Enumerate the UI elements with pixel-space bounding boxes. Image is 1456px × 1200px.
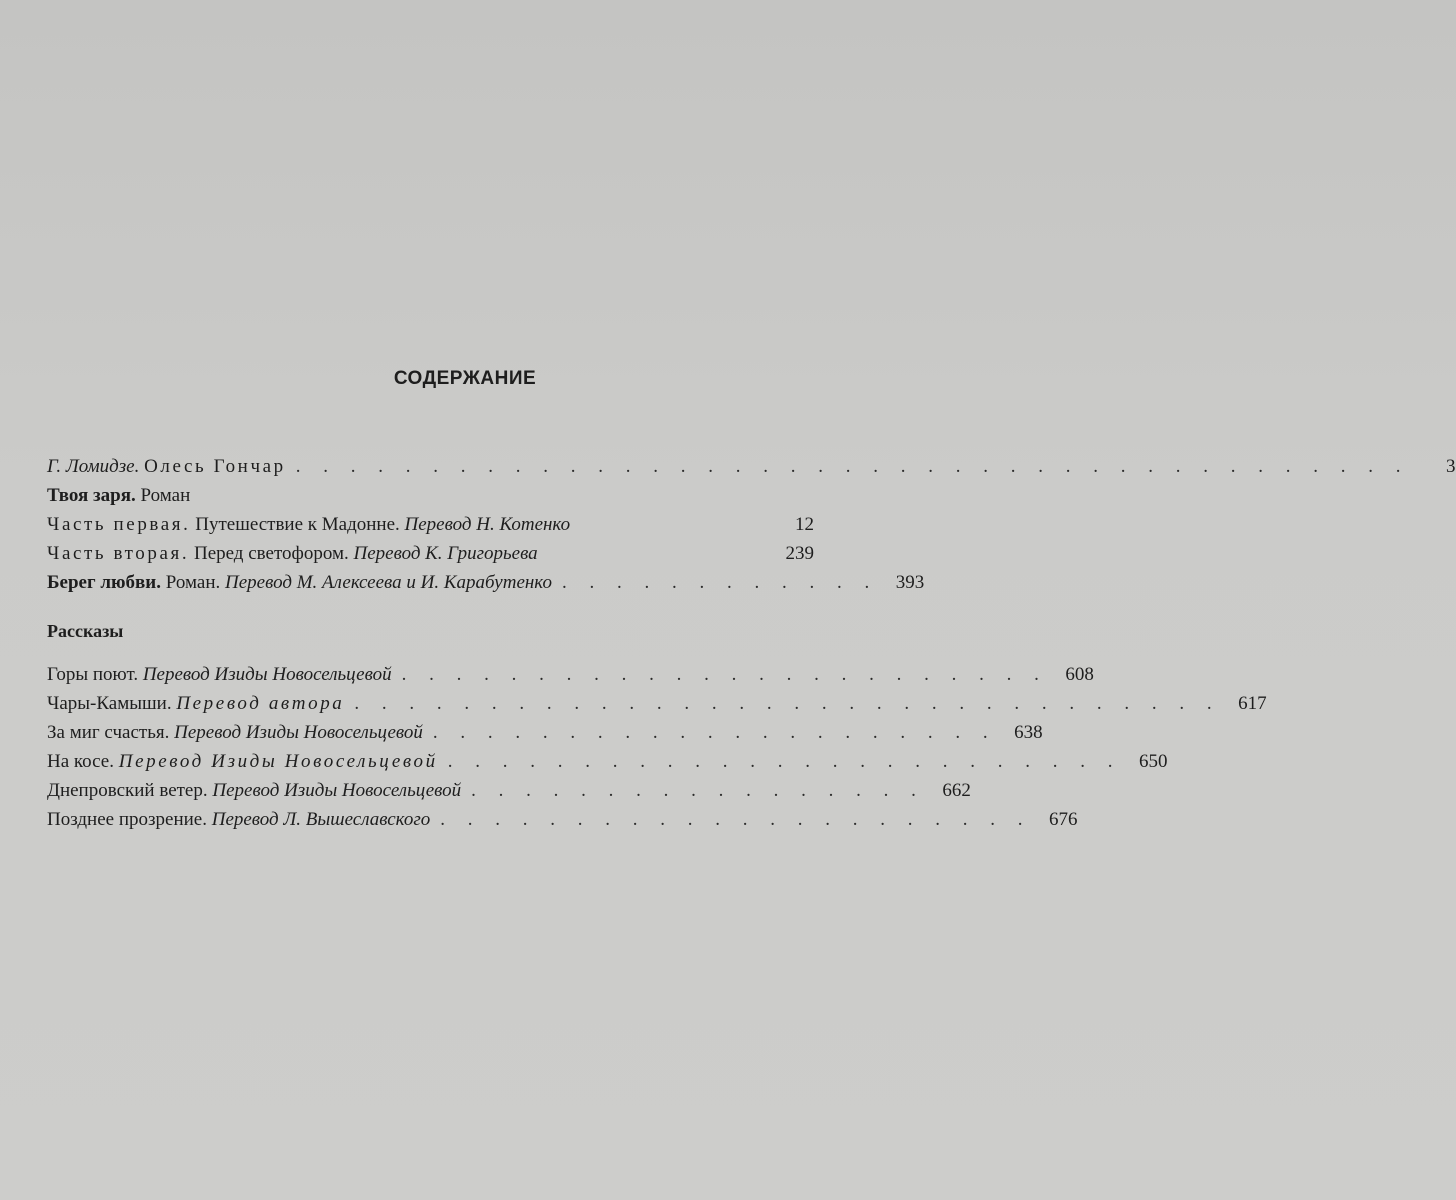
table-of-contents (47, 456, 1456, 838)
entry-genre: Роман. (165, 572, 221, 593)
entry-title: Твоя заря. (47, 485, 136, 506)
entry-genre: Роман (140, 485, 191, 506)
story-title: Позднее прозрение. (47, 809, 207, 830)
story-translation: Перевод Изиды Новосельцевой (174, 722, 423, 743)
story-title: Чары-Камыши. (47, 693, 172, 714)
leader-dots: . . . . . . . . . . . . . . . . . (471, 780, 925, 801)
entry-title: Берег любви. (47, 572, 162, 593)
story-title: Днепровский ветер. (47, 780, 208, 801)
toc-entry-novel-1 (47, 485, 814, 514)
toc-story (47, 809, 1078, 838)
toc-entry-intro (47, 456, 1456, 485)
entry-part: Часть вторая. (47, 543, 190, 564)
entry-part: Часть первая. (47, 514, 191, 535)
entry-title: Перед светофором. (193, 543, 349, 564)
toc-entry-part-1 (47, 514, 814, 543)
story-translation: Перевод автора (176, 693, 345, 714)
story-translation: Перевод Л. Вышеславского (211, 809, 431, 830)
story-page: 676 (1049, 809, 1078, 830)
entry-page: 3 (1446, 456, 1456, 477)
story-translation: Перевод Изиды Новосельцевой (142, 664, 392, 685)
entry-author: Г. Ломидзе. (47, 456, 140, 477)
entry-page: 239 (785, 543, 814, 564)
page-title: СОДЕРЖАНИЕ (393, 368, 537, 389)
toc-story (47, 693, 1267, 722)
toc-entry-part-2 (47, 543, 814, 572)
leader-dots: . . . . . . . . . . . . . . . . . . . . . (432, 722, 997, 743)
entry-page: 393 (895, 572, 925, 593)
leader-dots: . . . . . . . . . . . . . . . . . . . . . . . . . (447, 751, 1122, 772)
story-title: Горы поют. (47, 664, 139, 685)
entry-title: Олесь Гончар (144, 456, 286, 477)
story-page: 608 (1065, 664, 1094, 685)
toc-story (47, 780, 971, 809)
entry-translation: Перевод М. Алексеева и И. Карабутенко (225, 572, 552, 593)
leader-dots: . . . . . . . . . . . . . . . . . . . . . . (440, 809, 1032, 830)
leader-dots: . . . . . . . . . . . . (561, 572, 879, 593)
story-page: 638 (1014, 722, 1043, 743)
toc-story (47, 664, 1094, 693)
toc-story (47, 722, 1043, 751)
entry-translation: Перевод К. Григорьева (353, 543, 538, 564)
story-translation: Перевод Изиды Новосельцевой (212, 780, 462, 801)
story-page: 650 (1138, 751, 1168, 772)
leader-dots: . . . . . . . . . . . . . . . . . . . . . . . . . . . . . . . . (354, 693, 1221, 714)
story-title: За миг счастья. (47, 722, 170, 743)
section-heading: Рассказы (47, 621, 124, 641)
leader-dots: . . . . . . . . . . . . . . . . . . . . . . . . (401, 664, 1048, 685)
toc-story (47, 751, 1168, 780)
entry-translation: Перевод Н. Котенко (404, 514, 571, 535)
leader-dots: . . . . . . . . . . . . . . . . . . . . . . . . . . . . . . . . . . . . . . . . . (295, 456, 1410, 477)
toc-entry-novel-2 (47, 572, 925, 601)
story-page: 617 (1238, 693, 1267, 714)
story-page: 662 (942, 780, 971, 801)
entry-title: Путешествие к Мадонне. (195, 514, 400, 535)
story-translation: Перевод Изиды Новосельцевой (118, 751, 438, 772)
story-title: На косе. (47, 751, 114, 772)
entry-page: 12 (795, 514, 814, 535)
